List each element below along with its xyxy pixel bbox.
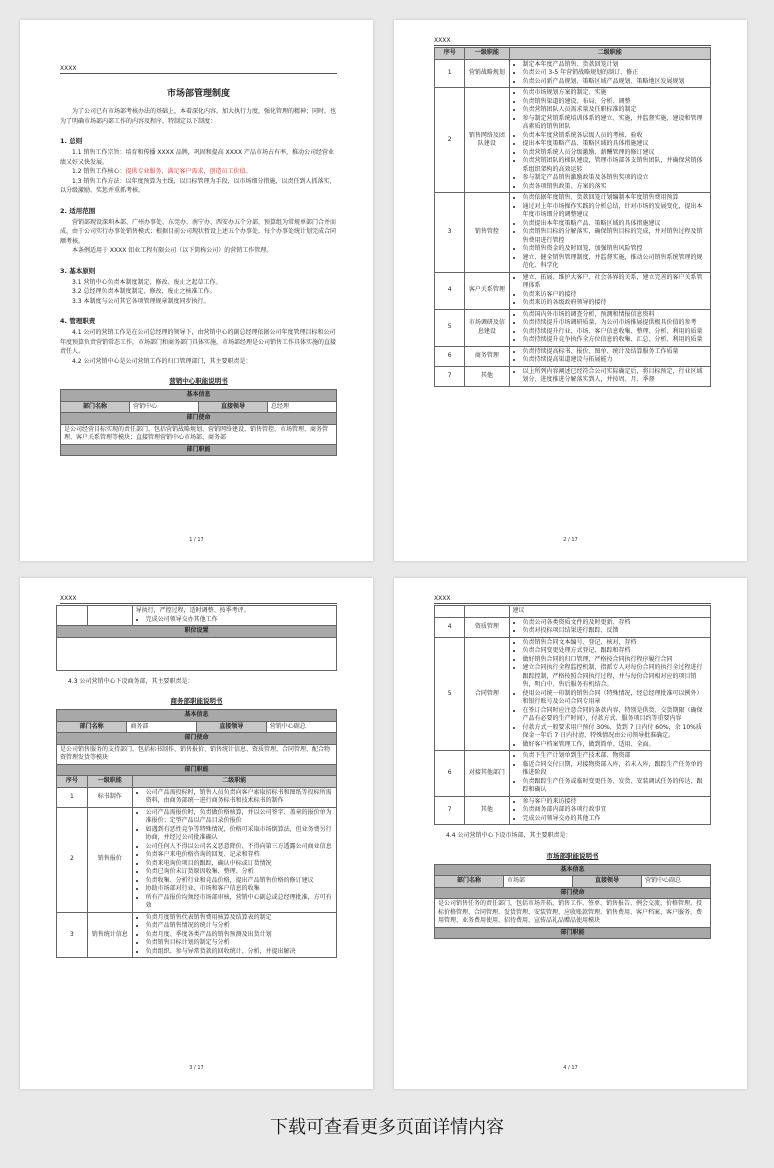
list-item: • 负责销售目标的分解落实，确保销售目标的完成，并对销售过程及销售费用进行管控 xyxy=(523,228,707,245)
table-row xyxy=(435,193,711,273)
paragraph: 3.1 营销中心负责本制度制定、修改、废止之起草工作。 xyxy=(72,278,222,286)
col-header-no: 序号 xyxy=(57,776,88,788)
band-basic-info: 基本信息 xyxy=(435,864,711,876)
document-page-3 xyxy=(20,578,373,1089)
level2-functions xyxy=(509,59,710,88)
level1-function: 市场调研及信息建设 xyxy=(465,309,509,346)
list-item: • 以上所列内容阐述已经符合公司实际确定后，将目标预定，行业区域划分、进度推进分解落实到人，并按周、月、季督 xyxy=(523,368,707,385)
table-row xyxy=(435,366,711,386)
band-mission: 部门使命 xyxy=(61,413,337,425)
level2-functions xyxy=(509,272,710,309)
list-item: • 在签订合同时应注意合同的条款内容，特别是供货、交货期限（确保产品有必要的生产时间），付款方式、服务项目约等重要内容 xyxy=(523,707,707,724)
level1-function: 销售网络及团队建设 xyxy=(465,88,509,193)
page-header: XXXX xyxy=(434,36,711,46)
list-item: • 负责本年度营销系统各层级人员的考核、验收 xyxy=(523,132,707,141)
row-number: 1 xyxy=(435,59,465,88)
list-item: • 公司产品需报价时，负责做价格核算，并以公司签字、盖章的报价单为准报价；定型产品以产品目录价报价 xyxy=(146,809,333,826)
list-item: • 参与客户的来访接待 xyxy=(523,798,707,807)
level2-functions xyxy=(509,366,710,386)
col-header-level2: 二级职能 xyxy=(132,776,336,788)
list-item: • 参与制定营销系统培训体系的建立、实施，并监督实施，建设和管理高素质的销售团队 xyxy=(523,115,707,132)
level1-function: 其他 xyxy=(465,796,509,825)
list-item: • 负责下生产计划单到生产技术部、物资部 xyxy=(523,752,707,761)
col-header-no: 序号 xyxy=(435,48,465,60)
row-number: 5 xyxy=(435,309,465,346)
list-item: • 公司产品需投标时，销售人员负责向客户索取招标书和图纸等投标所需资料，由商务部统一进行商务标书和技术标书的制作 xyxy=(146,789,333,806)
list-item: • 负责产品销售情况的统计与分析 xyxy=(146,922,333,931)
paragraph: 3.2 总经理负责本制度制定、修改、废止之核准工作。 xyxy=(72,288,216,295)
col-header-level1: 一级职能 xyxy=(87,776,132,788)
list-item: • 完成公司领导交办的其他工作 xyxy=(523,815,707,824)
list-item: • 通过对上年市场操作实践的分析总结，针对市场的发展变化，提出本年度市场细分的调整建议 xyxy=(523,203,707,220)
list-item: • 负责来访的各级政府领导的接待 xyxy=(523,299,707,308)
document-title: 市场部管理制度 xyxy=(166,89,230,99)
page-header: XXXX xyxy=(60,594,337,604)
row-number: 4 xyxy=(435,272,465,309)
list-item: • 临近合同交付日期，对接物资部入库，若未入库，跟踪生产任务单的推进阶段 xyxy=(523,761,707,778)
table-row xyxy=(57,787,337,807)
level1-function: 对接其他部门 xyxy=(465,751,509,797)
table-row xyxy=(435,59,711,88)
list-item: • 负责营销团队的梯队建设，管理市场部各支销售团队，并确保营销体系组织架构的高效运转 xyxy=(523,157,707,174)
paragraph: 4.1 公司的营销工作是在公司总经理的领导下，由营销中心的副总经理依据公司年度管理目标和公司年度预算负责营销常态工作，市场部门和商务部门具体实施，市场部经理是公司销售工作具体实施的直接责任人。 xyxy=(60,329,337,355)
table-title: 商务部职能说明书 xyxy=(170,697,223,705)
paragraph: 本条例适用于 XXXX 铝业工程有限公司（以下简称公司）的营销工作管理。 xyxy=(72,247,273,254)
paragraph: 营销部现设深圳本部、广州办事处、东莞办、南宁办、西安办五个分部，预算组为常规单部门合并而成，由于公司实行办事处销售模式；根据目前公司现状暂设上述五个办事处，每个办事处统计划完成合同额考核。 xyxy=(60,218,337,245)
download-more-text: 下载可查看更多页面详情内容 xyxy=(270,1117,504,1138)
list-item: • 负责月度、季度各类产品的销售预测及出货计划 xyxy=(146,931,333,940)
table-row xyxy=(435,309,711,346)
duty-table xyxy=(434,605,711,825)
leader-label: 直接领导 xyxy=(197,722,267,733)
level1-function: 其他 xyxy=(465,366,509,386)
level2-functions xyxy=(509,193,710,273)
level1-function: 商务管理 xyxy=(465,346,509,366)
row-number: 4 xyxy=(435,617,465,637)
list-item: • 付款方式一般要求用户预付 30%，货到 7 日内付 60%，余 10%质保金一年后 7 日内付清，特殊情况由公司领导批准确定。 xyxy=(523,724,707,741)
list-item: • 负责收集、分析行业和竞品价格，提出产品销售价格的修订建议 xyxy=(146,877,333,886)
dept-name-value: 营销中心 xyxy=(130,401,199,413)
table-row xyxy=(435,796,711,825)
dept-info-table xyxy=(60,389,337,456)
paragraph: 1.1 销售工作宗旨：培育和传播 XXXX 品牌，巩固和提高 XXXX 产品市场占有率，推动公司经营业绩又好又快发展。 xyxy=(60,149,334,166)
level2-functions xyxy=(509,88,710,193)
list-item: • 做好客户档案管理工作，做到简单、适用、全面。 xyxy=(523,741,707,750)
table-title: 市场部职能说明书 xyxy=(546,851,599,860)
list-item: • 负责已询价未订货原因收集、整理、分析 xyxy=(146,868,333,877)
list-item: • 如遇到有恶性竞争等特殊情况，价格可采取市场倒算法，但业务费另行协商，并经过公司批准确认 xyxy=(146,826,333,843)
list-item: • 负责公司 3-5 年营销战略规划的制订、修正 xyxy=(523,69,707,78)
level2-functions xyxy=(509,637,710,751)
table-row xyxy=(435,88,711,193)
band-mission: 部门使命 xyxy=(435,887,711,899)
list-item: • 负责依据年度销售、货款回笼计划编制本年度销售费用预算 xyxy=(523,194,707,203)
level2-functions xyxy=(509,796,710,825)
mission-text: 是公司销售服务的支持部门，包括标书制作、销售报价、销售统计信息、资质管理、合同管理、配合物资管理发货等模块 xyxy=(57,744,337,764)
list-item: • 所有产品报价均须经市场部审核，营销中心副总或总经理批准，方可有效 xyxy=(146,894,333,911)
list-item: • 做好销售合同的归口管理，严格按合同执行程序履行合同 xyxy=(523,656,707,665)
paragraph: 3.3 本制度与公司其它各项管理规章制度同步执行。 xyxy=(72,297,210,305)
list-item: • 制定本年度产品销售、货款回笼计划 xyxy=(523,61,707,70)
list-item: • 提出本年度策略产品、策略区域的具体措施建议 xyxy=(523,140,707,149)
list-item: • 负责公司各类资质文件的及时更新、存档 xyxy=(523,619,707,628)
section-heading: 4. 管理职责 xyxy=(60,317,96,325)
level2-functions xyxy=(132,787,336,807)
list-item: • 负责营销系统人员分级激励、薪酬管理的修订建议 xyxy=(523,149,707,158)
row-number: 2 xyxy=(57,807,88,912)
row-number: 6 xyxy=(435,751,465,797)
leader-label: 直接领导 xyxy=(199,401,268,413)
row-number: 3 xyxy=(57,912,88,958)
dept-name-label: 部门名称 xyxy=(61,401,130,413)
band-duty: 部门职能 xyxy=(61,444,337,456)
paragraph: 4.2 公司营销中心是公司营销工作的归口管理部门，其主要职责是： xyxy=(72,357,252,365)
section-heading: 1. 总则 xyxy=(60,137,83,145)
page-header: XXXX xyxy=(434,594,711,604)
list-item: • 建立、拓展、维护大客户、社会各界的关系，建立完善的客户关系管理体系 xyxy=(523,274,707,291)
list-item: • 负责客户来电价格咨询的回复、记录和存档 xyxy=(146,851,333,860)
row-number: 3 xyxy=(435,193,465,273)
band-duty: 部门职能 xyxy=(57,764,337,776)
list-item: • 参与制定产品销售激励政策及各销售奖项的设立 xyxy=(523,174,707,183)
document-page-4 xyxy=(394,578,747,1089)
row-number: 5 xyxy=(435,637,465,751)
section-heading: 3. 基本原则 xyxy=(60,266,96,275)
band-duty: 部门职能 xyxy=(435,927,711,939)
col-header-level2: 二级职能 xyxy=(509,48,710,60)
list-item: • 负责公司新产品规划、策略区域产品规划、策略地区发展规划 xyxy=(523,78,707,87)
list-item: • 负责销售渠道的建设、布局、分析、调整 xyxy=(523,98,707,107)
leader-label: 直接领导 xyxy=(573,876,642,888)
list-item: • 负责国内外市场的调查分析，预测和情报信息资料 xyxy=(523,311,707,320)
list-item: • 负责来访客户的接待 xyxy=(523,291,707,300)
list-item: • 负责持续提高渠道建设与拓展能力 xyxy=(523,356,707,365)
level1-function: 客户关系管理 xyxy=(465,272,509,309)
dept-name-value: 商务部 xyxy=(127,722,197,733)
dept-name-value: 市场部 xyxy=(504,876,573,888)
list-item: • 负责持续提高标书、报价、图单、统计及结算服务工作质量 xyxy=(523,348,707,357)
level1-function: 销售统计信息 xyxy=(87,912,132,958)
continued-cell: 导执行，严控过程，适时调整、按季考评。 • 完成公司领导交办其他工作 xyxy=(132,606,336,626)
mission-text: 是公司经营目标实现的责任部门，包括营销战略规划、营销网络建设、销售管控、市场管理、商务管理、客户关系管理等模块；直接管理营销中心市场部、商务部 xyxy=(61,424,337,444)
band-basic-info: 基本信息 xyxy=(57,710,337,722)
level1-function: 销售管控 xyxy=(465,193,509,273)
highlighted-text: 提供专业服务，满足客户需求，创造员工价值。 xyxy=(125,168,252,175)
table-row xyxy=(435,637,711,751)
intro-paragraph: 为了公司已有市场部考核办法的基础上，本着深化内容，加大执行力度，强化管理的精神；同时，也为了明确市场部内部工作的内容及程序，特制定以下制度： xyxy=(60,108,337,125)
list-item: • 负责各项销售政策、方案的落实 xyxy=(523,183,707,192)
list-item: • 负责持续提升竞争执作全方位信息的收集、汇总、分析、利用的质量 xyxy=(523,336,707,345)
document-page-2 xyxy=(394,20,747,561)
list-item: • 使用公司统一印制的销售合同（特殊情况，经总经理批准可以例外）和银行账号及公司合同专用章 xyxy=(523,690,707,707)
dept-name-label: 部门名称 xyxy=(57,722,127,733)
section-heading: 2. 适用范围 xyxy=(60,206,96,215)
level2-functions xyxy=(509,751,710,797)
leader-value: 总经理 xyxy=(268,401,337,413)
page-header: XXXX xyxy=(60,64,337,74)
dept-info-table xyxy=(434,864,711,940)
dept-info-table xyxy=(56,709,337,958)
list-item: • 负责跟踪生产任务或临时变更任务、发货、安装调试任务的传达、跟踪和确认 xyxy=(523,778,707,795)
leader-value: 营销中心副总 xyxy=(266,722,336,733)
band-basic-info: 基本信息 xyxy=(61,390,337,402)
level1-function: 资质管理 xyxy=(465,617,509,637)
level2-functions xyxy=(509,346,710,366)
paragraph: 1.3 销售工作方法：以年度预算为主线，以目标管理为手段，以市场细分措施，以责任到人抓落实，以分级激励、奖惩并重抓考核。 xyxy=(60,177,336,194)
duty-table xyxy=(434,47,711,387)
level2-functions xyxy=(132,807,336,912)
list-item: • 负责组织、参与异常货款的回收统计、分析，并提出解决 xyxy=(146,948,333,957)
list-item: • 负责持续提升市场调研质量，为公司市场推展提供极具价值的参考 xyxy=(523,319,707,328)
list-item: • 负责销售资金的及时回笼，加强销售风险管控 xyxy=(523,245,707,254)
list-item: • 负责市场规划方案的制定、实施 xyxy=(523,89,707,98)
document-page-1 xyxy=(20,20,373,561)
table-row xyxy=(435,272,711,309)
page-number: 2 / 17 xyxy=(563,537,578,543)
row-number: 2 xyxy=(435,88,465,193)
list-item: • 负责对投标项目结果进行跟踪、反馈 xyxy=(523,627,707,636)
list-item: • 负责营销团队人员需求量及任职标准的制定 xyxy=(523,106,707,115)
list-item: • 负责提出本年度策略产品、策略区域的具体措施建议 xyxy=(523,220,707,229)
level2-functions xyxy=(132,912,336,958)
list-item: • 负责合同变更处理方式登记、跟踪和存档 xyxy=(523,647,707,656)
list-item: • 负责商务部内部的各项行政事宜 xyxy=(523,806,707,815)
table-row xyxy=(435,617,711,637)
row-number: 7 xyxy=(435,796,465,825)
level1-function: 销售报价 xyxy=(87,807,132,912)
row-number: 7 xyxy=(435,366,465,386)
list-item: • 负责销售目标计划的制定与分析 xyxy=(146,939,333,948)
table-row xyxy=(435,751,711,797)
continued-cell: 建议 xyxy=(509,606,710,618)
table-title: 营销中心职能说明书 xyxy=(169,377,228,385)
list-item: • 建立、健全销售管理制度，并监督实施，推动公司销售系统管理的规范化、科学化 xyxy=(523,254,707,271)
page-number: 3 / 17 xyxy=(189,1065,204,1071)
list-item: • 负责持续提升行业、市场、客户信息收集、整理、分析、利用的质量 xyxy=(523,328,707,337)
band-positions: 职位设置 xyxy=(57,626,337,638)
continued-table xyxy=(56,605,337,671)
list-item: • 公司任何人不得以公司名义恶意降价、不得向第三方透露公司商业信息 xyxy=(146,843,333,852)
level1-function: 标书制作 xyxy=(87,787,132,807)
list-item: • 负责来电询价项目的跟踪，确认中标或订货情况 xyxy=(146,860,333,869)
paragraph: 1.2 销售工作核心：提供专业服务，满足客户需求，创造员工价值。 xyxy=(72,168,252,175)
list-item: • 建立合同执行全程监控机制，指派专人对每份合同的执行全过程进行跟踪控制，严格按照合同执行过程，并与每份合同相对应的项目销售，明白中、售后服务有机结合。 xyxy=(523,664,707,690)
mission-text: 是公司销售任务的责任部门，包括市场开拓、销售工作、签单、销售报告、例会交流、价格管理、投标价格管理、合同管理、发货管理、安装管理、应收账款管理、销售费用、客户档案、客户服务、费用管理、业务费用使用、招待费用、宣传品礼品赠品使用模块 xyxy=(435,899,711,928)
table-row xyxy=(57,807,337,912)
page-number: 1 / 17 xyxy=(189,537,204,543)
row-number: 1 xyxy=(57,787,88,807)
paragraph: 4.3 公司营销中心下设商务部，其主要职责是： xyxy=(68,677,194,685)
col-header-level1: 一级职能 xyxy=(465,48,509,60)
paragraph: 4.4 公司营销中心下设市场部，其主要职责是： xyxy=(446,832,572,839)
level2-functions xyxy=(509,309,710,346)
band-mission: 部门使命 xyxy=(57,733,337,745)
dept-name-label: 部门名称 xyxy=(435,876,504,888)
row-number: 6 xyxy=(435,346,465,366)
list-item: • 负责销售合同文本编号、登记、核对、存档 xyxy=(523,639,707,648)
list-item: • 协助市场部对行业、市场和客户信息的收集 xyxy=(146,885,333,894)
list-item: • 负责月度销售代表销售费用核算及结算表的制定 xyxy=(146,914,333,923)
level1-function: 营销战略规划 xyxy=(465,59,509,88)
level1-function: 合同管理 xyxy=(465,637,509,751)
table-row xyxy=(435,346,711,366)
page-number: 4 / 17 xyxy=(563,1065,578,1071)
leader-value: 营销中心副总 xyxy=(642,876,711,888)
level2-functions xyxy=(509,617,710,637)
table-row xyxy=(57,912,337,958)
